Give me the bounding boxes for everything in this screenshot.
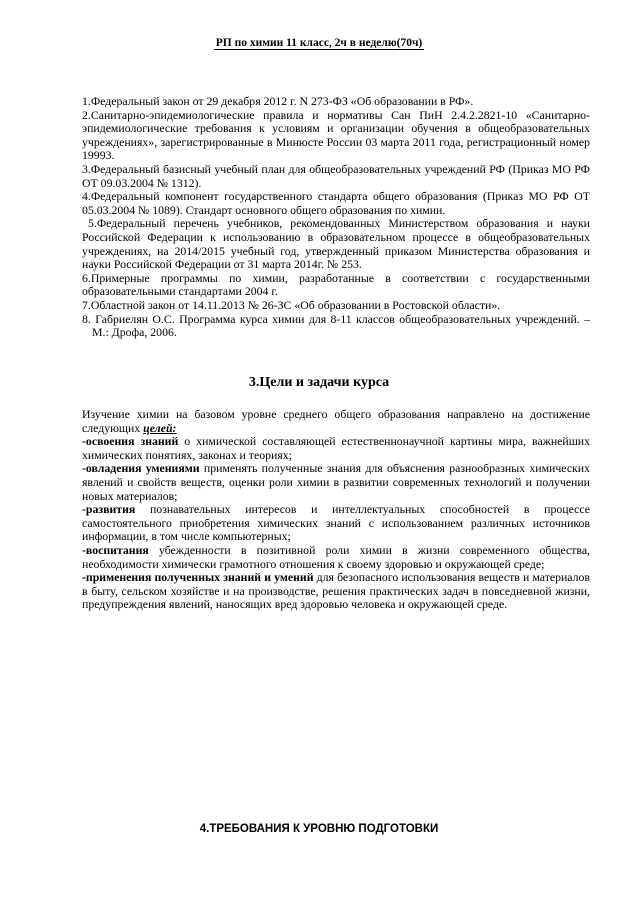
goal-item [82, 571, 590, 612]
list-item: 5.Федеральный перечень учебников, рекомендованных Министерством образования и науки Российской Федерации к использованию в образовательном процессе в общеобразовательных учреждениях, на 2014/2015 учебный год, утвержденный приказом Министерства образования и науки Российской Федерации от 31 марта 2014г. № 253. [82, 216, 590, 272]
goal-item [82, 435, 590, 462]
goal-item [82, 462, 590, 503]
list-item: 7.Областной закон от 14.11.2013 № 26-ЗС «Об образовании в Ростовской области». [82, 297, 501, 312]
section-title-requirements: 4.ТРЕБОВАНИЯ К УРОВНЮ ПОДГОТОВКИ [199, 823, 439, 835]
header-text: РП по химии 11 класс, 2ч в неделю(70ч) [215, 37, 423, 49]
goal-item [82, 544, 590, 571]
section-title-goals: 3.Цели и задачи курса [248, 375, 390, 390]
goal-key: -овладения умениями [82, 461, 200, 476]
goals-intro [82, 408, 590, 435]
list-item: 6.Примерные программы по химии, разработанные в соответствии с государственными образовательными стандартами 2004 г. [82, 270, 590, 299]
goals-section [82, 408, 590, 612]
goals-intro-key: целей: [143, 420, 177, 435]
goal-text: для безопасного использования веществ и материалов в быту, сельском хозяйстве и на производстве, решения практических задач в повседневной жизни, предупреждения явлений, наносящих вред здоровью человека и окружающей среде. [82, 570, 590, 612]
list-item: 4.Федеральный компонент государственного стандарта общего образования (Приказ МО РФ ОТ 05.03.2004 № 1089). Стандарт основного общего образования по химии. [82, 189, 590, 217]
list-item: 1.Федеральный закон от 29 декабря 2012 г. N 273-ФЗ «Об образовании в РФ». [82, 94, 474, 108]
goal-key: -развития [82, 502, 136, 517]
goal-key: -освоения знаний [82, 434, 179, 449]
goal-key: -воспитания [82, 542, 149, 557]
goal-key: -применения полученных знаний и умений [82, 570, 314, 585]
goal-text: познавательных интересов и интеллектуальных способностей в процессе самостоятельного приобретения химических знаний с использованием различных источников информации, в том числе компьютерных; [82, 502, 590, 544]
page-header [0, 37, 638, 49]
goal-text: о химической составляющей естественнонаучной картины мира, важнейших химических понятиях, законах и теориях; [82, 434, 591, 462]
list-item: 2.Санитарно-эпидемиологические правила и нормативы Сан ПиН 2.4.2.2821-10 «Санитарно-эпидемиологические требования к условиям и организации обучения в общеобразовательных учреждениях», зарегистрированные в Минюсте России 03 марта 2011 года, регистрационный номер 19993. [82, 107, 590, 163]
legal-basis-list [82, 95, 590, 340]
goal-text: применять полученные знания для объяснения разнообразных химических явлений и свойств веществ, оценки роли химии в развитии современных технологий и получении новых материалов; [82, 461, 591, 503]
goal-text: убежденности в позитивной роли химии в жизни современного общества, необходимости химически грамотного отношения к своему здоровью и окружающей среде; [82, 542, 590, 571]
goal-item [82, 503, 590, 544]
list-item: 8. Габриелян О.С. Программа курса химии для 8-11 классов общеобразовательных учреждений. – М.: Дрофа, 2006. [82, 311, 590, 340]
list-item: 3.Федеральный базисный учебный план для общеобразовательных учреждений РФ (Приказ МО РФ ОТ 09.03.2004 № 1312). [82, 161, 590, 190]
goals-intro-text: Изучение химии на базовом уровне среднего общего образования направлено на достижение следующих [82, 407, 590, 435]
